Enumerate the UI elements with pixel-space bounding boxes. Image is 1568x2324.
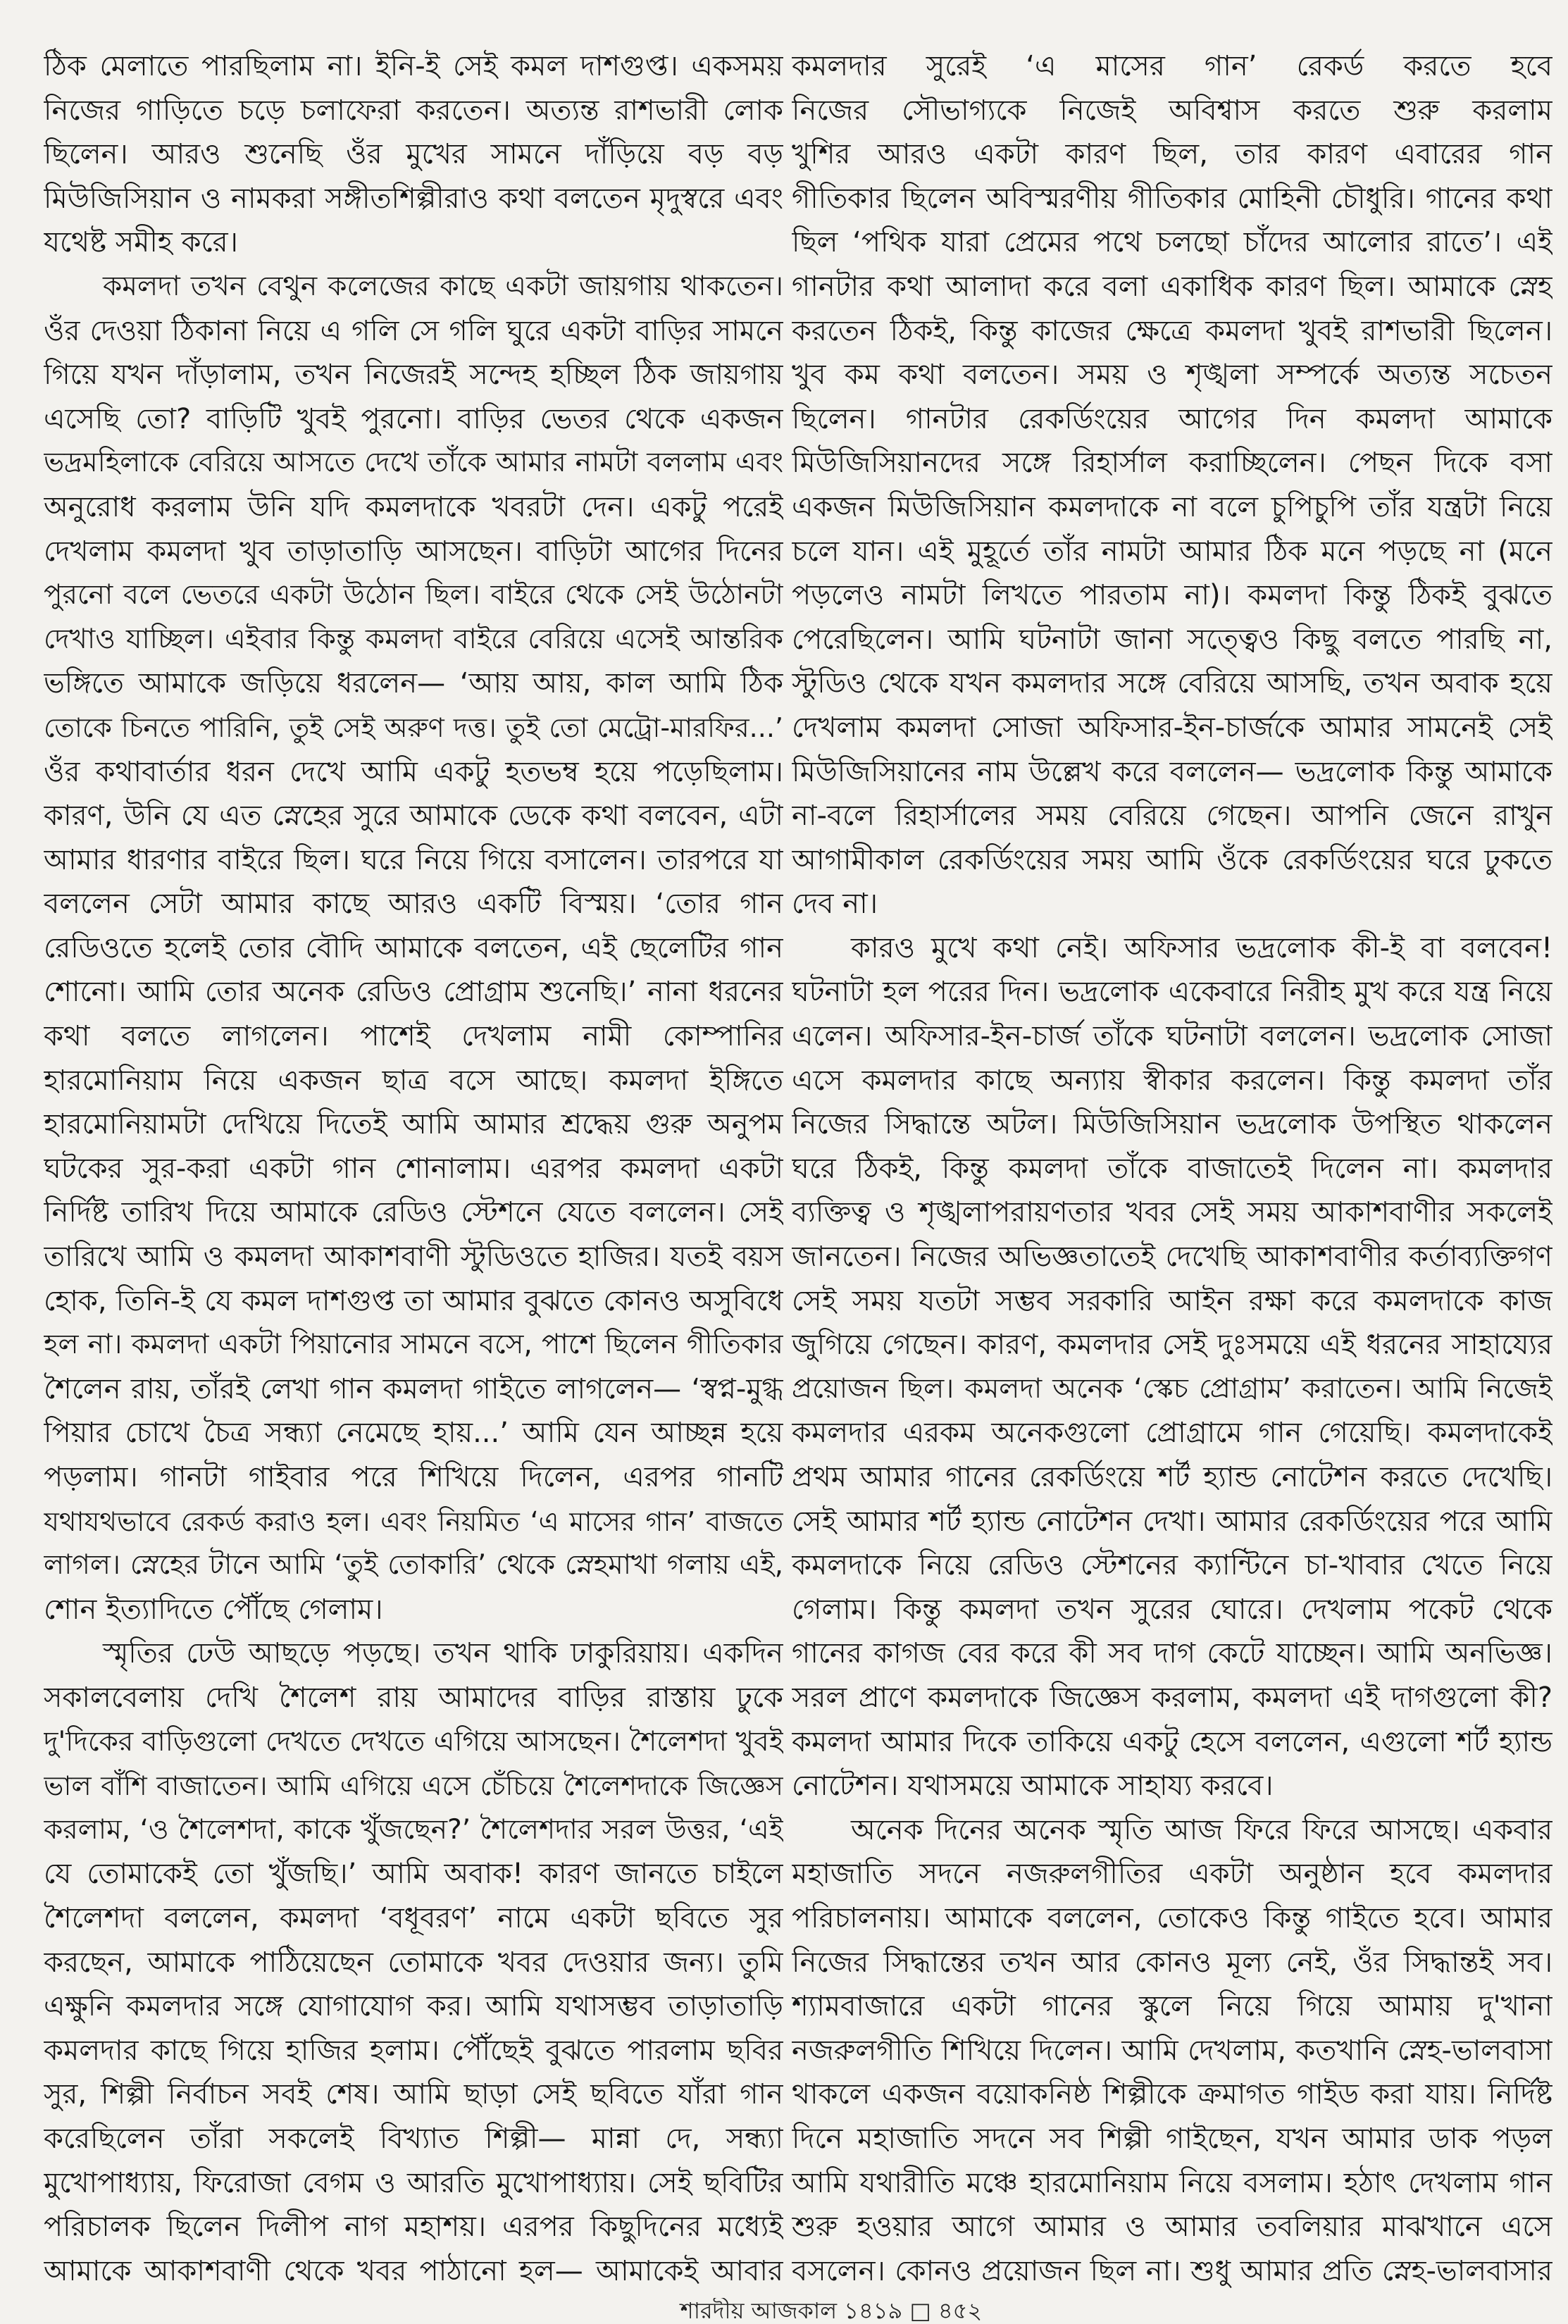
text-line: তারিখে আমি ও কমলদা আকাশবাণী স্টুডিওতে হাজির। যতই বয়স	[44, 1241, 783, 1274]
text-line: দেখলাম কমলদা সোজা অফিসার-ইন-চার্জকে আমার সামনেই সেই	[792, 711, 1553, 744]
text-line: ওঁর কথাবার্তার ধরন দেখে আমি একটু হতভম্ব হয়ে পড়েছিলাম।	[44, 755, 783, 788]
text-line: জুগিয়ে গেছেন। কারণ, কমলদার সেই দুঃসময়ে এই ধরনের সাহায্যের	[792, 1329, 1553, 1362]
paragraph	[792, 1808, 1553, 2294]
text-line: ঘটনাটা হল পরের দিন। ভদ্রলোক একেবারে নিরীহ মুখ করে যন্ত্র নিয়ে	[792, 976, 1553, 1009]
text-line: পেরেছিলেন। আমি ঘটনাটা জানা সত্ত্বেও কিছু বলতে পারছি না,	[792, 623, 1553, 656]
text-line: দেখাও যাচ্ছিল। এইবার কিন্তু কমলদা বাইরে বেরিয়ে এসেই আন্তরিক	[44, 623, 783, 655]
text-line: দেব না।	[792, 888, 878, 921]
text-line: করছেন, আমাকে পাঠিয়েছেন তোমাকে খবর দেওয়ার জন্য। তুমি	[44, 1946, 783, 1979]
text-line: দু'দিকের বাড়িগুলো দেখতে দেখতে এগিয়ে আসছেন। শৈলেশদা খুবই	[44, 1725, 783, 1758]
text-line: ঠিক মেলাতে পারছিলাম না। ইনি-ই সেই কমল দাশগুপ্ত। একসময়	[44, 50, 783, 82]
text-line: রেডিওতে হলেই তোর বৌদি আমাকে বলতেন, এই ছেলেটির গান	[44, 931, 783, 964]
text-line: নিজের সৌভাগ্যকে নিজেই অবিশ্বাস করতে শুরু করলাম	[792, 94, 1553, 127]
text-line: কথা বলতে লাগলেন। পাশেই দেখলাম নামী কোম্পানির	[44, 1020, 783, 1053]
text-line: আমার ধারণার বাইরে ছিল। ঘরে নিয়ে গিয়ে বসালেন। তারপরে যা	[44, 843, 783, 876]
left-column	[44, 44, 783, 2293]
text-line: শুরু হওয়ার আগে আমার ও আমার তবলিয়ার মাঝখানে এসে	[792, 2211, 1553, 2244]
text-line: করতেন ঠিকই, কিন্তু কাজের ক্ষেত্রে কমলদা খুবই রাশভারী ছিলেন।	[792, 314, 1553, 347]
text-line: ছিলেন। আরও শুনেছি ওঁর মুখের সামনে দাঁড়িয়ে বড় বড়	[44, 138, 783, 171]
text-line: সকালবেলায় দেখি শৈলেশ রায় আমাদের বাড়ির রাস্তায় ঢুকে	[44, 1681, 783, 1714]
text-line: থাকলে একজন বয়োকনিষ্ঠ শিল্পীকে ক্রমাগত গাইড করা যায়। নির্দিষ্ট	[792, 2078, 1553, 2111]
text-line: ওঁর দেওয়া ঠিকানা নিয়ে এ গলি সে গলি ঘুরে একটা বাড়ির সামনে	[44, 314, 783, 347]
right-column	[792, 44, 1553, 2293]
text-line: করেছিলেন তাঁরা সকলেই বিখ্যাত শিল্পী— মান্না দে, সন্ধ্যা	[44, 2122, 783, 2155]
text-line: না-বলে রিহার্সালের সময় বেরিয়ে গেছেন। আপনি জেনে রাখুন	[792, 800, 1553, 833]
text-line: নজরুলগীতি শিখিয়ে দিলেন। আমি দেখলাম, কতখানি স্নেহ-ভালবাসা	[792, 2034, 1553, 2067]
text-line: গানটার কথা আলাদা করে বলা একাধিক কারণ ছিল। আমাকে স্নেহ	[792, 270, 1553, 303]
text-line: নির্দিষ্ট তারিখ দিয়ে আমাকে রেডিও স্টেশনে যেতে বললেন। সেই	[44, 1196, 783, 1229]
text-line: সরল প্রাণে কমলদাকে জিজ্ঞেস করলাম, কমলদা এই দাগগুলো কী?	[792, 1681, 1553, 1714]
text-line: খুব কম কথা বলতেন। সময় ও শৃঙ্খলা সম্পর্কে অত্যন্ত সচেতন	[792, 359, 1553, 392]
text-line: শৈলেশদা বললেন, কমলদা ‘বধূবরণ’ নামে একটা ছবিতে সুর	[44, 1901, 783, 1934]
paragraph	[792, 44, 1553, 926]
text-line: শোনো। আমি তোর অনেক রেডিও প্রোগ্রাম শুনেছি।’ নানা ধরনের	[44, 976, 783, 1009]
text-line: প্রথম আমার গানের রেকর্ডিংয়ে শর্ট হ্যান্ড নোটেশন করতে দেখেছি।	[792, 1461, 1553, 1493]
text-line: তোকে চিনতে পারিনি, তুই সেই অরুণ দত্ত। তুই তো মেট্রো-মারফির...’	[44, 712, 783, 743]
text-line: ব্যক্তিত্ব ও শৃঙ্খলাপরায়ণতার খবর সেই সময় আকাশবাণীর সকলেই	[792, 1196, 1553, 1229]
text-line: বসলেন। কোনও প্রয়োজন ছিল না। শুধু আমার প্রতি স্নেহ-ভালবাসার	[792, 2254, 1553, 2287]
text-line: নিজের গাড়িতে চড়ে চলাফেরা করতেন। অত্যন্ত রাশভারী লোক	[44, 94, 783, 127]
text-line: এসে কমলদার কাছে অন্যায় স্বীকার করলেন। কিন্তু কমলদা তাঁর	[792, 1064, 1553, 1097]
text-line: স্টুডিও থেকে যখন কমলদার সঙ্গে বেরিয়ে আসছি, তখন অবাক হয়ে	[792, 667, 1553, 700]
text-line: মিউজিসিয়ান ও নামকরা সঙ্গীতশিল্পীরাও কথা বলতেন মৃদুস্বরে এবং	[44, 182, 783, 215]
text-line: লাগল। স্নেহের টানে আমি ‘তুই তোকারি’ থেকে স্নেহমাখা গলায় এই,	[44, 1549, 783, 1582]
text-line: শৈলেন রায়, তাঁরই লেখা গান কমলদা গাইতে লাগলেন— ‘স্বপ্ন-মুগ্ধ	[44, 1372, 783, 1405]
text-line: প্রয়োজন ছিল। কমলদা অনেক ‘স্কেচ প্রোগ্রাম’ করাতেন। আমি নিজেই	[792, 1372, 1553, 1405]
text-line: এসেছি তো? বাড়িটি খুবই পুরনো। বাড়ির ভেতর থেকে একজন	[44, 402, 783, 435]
text-line: ঘটকের সুর-করা একটা গান শোনালাম। এরপর কমলদা একটা	[44, 1152, 783, 1185]
text-line: এক্ষুনি কমলদার সঙ্গে যোগাযোগ কর। আমি যথাসম্ভব তাড়াতাড়ি	[44, 1990, 783, 2023]
text-line: হারমোনিয়ামটা দেখিয়ে দিতেই আমি আমার শ্রদ্ধেয় গুরু অনুপম	[44, 1108, 783, 1141]
text-line: যে তোমাকেই তো খুঁজছি।’ আমি অবাক! কারণ জানতে চাইলে	[44, 1858, 783, 1891]
paragraph	[44, 1632, 783, 2293]
text-line: যথেষ্ট সমীহ করে।	[44, 226, 238, 259]
text-line: পরিচালক ছিলেন দিলীপ নাগ মহাশয়। এরপর কিছুদিনের মধ্যেই	[44, 2211, 783, 2244]
text-line: একজন মিউজিসিয়ান কমলদাকে না বলে চুপিচুপি তাঁর যন্ত্রটা নিয়ে	[792, 490, 1553, 523]
text-line: পিয়ার চোখে চৈত্র সন্ধ্যা নেমেছে হায়...’ আমি যেন আচ্ছন্ন হয়ে	[44, 1417, 783, 1450]
text-line: আগামীকাল রেকর্ডিংয়ের সময় আমি ওঁকে রেকর্ডিংয়ের ঘরে ঢুকতে	[792, 843, 1553, 876]
text-line: সেই আমার শর্ট হ্যান্ড নোটেশন দেখা। আমার রেকর্ডিংয়ের পরে আমি	[792, 1505, 1553, 1538]
text-line: গেলাম। কিন্তু কমলদা তখন সুরের ঘোরে। দেখলাম পকেট থেকে	[792, 1593, 1553, 1626]
text-line: সেই সময় যতটা সম্ভব সরকারি আইন রক্ষা করে কমলদাকে কাজ	[792, 1284, 1553, 1317]
text-line: গানের কাগজ বের করে কী সব দাগ কেটে যাচ্ছেন। আমি অনভিজ্ঞ।	[792, 1637, 1553, 1670]
text-line: ভাল বাঁশি বাজাতেন। আমি এগিয়ে এসে চেঁচিয়ে শৈলেশদাকে জিজ্ঞেস	[44, 1770, 783, 1802]
text-line: গীতিকার ছিলেন অবিস্মরণীয় গীতিকার মোহিনী চৌধুরি। গানের কথা	[792, 182, 1553, 215]
text-line: চলে যান। এই মুহূর্তে তাঁর নামটা আমার ঠিক মনে পড়ছে না (মনে	[792, 535, 1553, 568]
text-line: গিয়ে যখন দাঁড়ালাম, তখন নিজেরই সন্দেহ হচ্ছিল ঠিক জায়গায়	[44, 359, 783, 392]
page-footer: শারদীয় আজকাল ১৪১৯ □ ৪৫২	[680, 2298, 983, 2323]
text-line: এলেন। অফিসার-ইন-চার্জ তাঁকে ঘটনাটা বললেন। ভদ্রলোক সোজা	[792, 1020, 1553, 1053]
text-line: বললেন সেটা আমার কাছে আরও একটি বিস্ময়। ‘তোর গান	[44, 888, 783, 921]
text-line: পড়লেও নামটা লিখতে পারতাম না)। কমলদা কিন্তু ঠিকই বুঝতে	[792, 579, 1553, 612]
text-line: ছিল ‘পথিক যারা প্রেমের পথে চলছো চাঁদের আলোর রাতে’। এই	[792, 226, 1553, 259]
text-line: পরিচালনায়। আমাকে বললেন, তোকেও কিন্তু গাইতে হবে। আমার	[792, 1901, 1553, 1934]
paragraph	[792, 926, 1553, 1808]
text-line: কারণ, উনি যে এত স্নেহের সুরে আমাকে ডেকে কথা বলবেন, এটা	[44, 800, 783, 833]
text-line: কমলদা আমার দিকে তাকিয়ে একটু হেসে বললেন, এগুলো শর্ট হ্যান্ড	[792, 1725, 1553, 1758]
text-line: কমলদার কাছে গিয়ে হাজির হলাম। পৌঁছেই বুঝতে পারলাম ছবির	[44, 2034, 783, 2067]
text-line: কমলদা তখন বেথুন কলেজের কাছে একটা জায়গায় থাকতেন।	[103, 270, 783, 302]
text-line: হারমোনিয়াম নিয়ে একজন ছাত্র বসে আছে। কমলদা ইঙ্গিতে	[44, 1064, 783, 1097]
text-line: পড়লাম। গানটা গাইবার পরে শিখিয়ে দিলেন, এরপর গানটি	[44, 1461, 783, 1493]
text-line: অনুরোধ করলাম উনি যদি কমলদাকে খবরটা দেন। একটু পরেই	[44, 490, 783, 523]
text-line: করলাম, ‘ও শৈলেশদা, কাকে খুঁজছেন?’ শৈলেশদার সরল উত্তর, ‘এই	[44, 1813, 783, 1846]
text-line: সুর, শিল্পী নির্বাচন সবই শেষ। আমি ছাড়া সেই ছবিতে যাঁরা গান	[44, 2078, 783, 2111]
text-line: শোন ইত্যাদিতে পৌঁছে গেলাম।	[44, 1593, 383, 1626]
text-line: নোটেশন। যথাসময়ে আমাকে সাহায্য করবে।	[792, 1770, 1274, 1803]
text-line: জানতেন। নিজের অভিজ্ঞতাতেই দেখেছি আকাশবাণীর কর্তাব্যক্তিগণ	[792, 1241, 1553, 1274]
text-line: শ্যামবাজারে একটা গানের স্কুলে নিয়ে গিয়ে আমায় দু'খানা	[792, 1990, 1553, 2023]
text-line: নিজের সিদ্ধান্তের তখন আর কোনও মূল্য নেই, ওঁর সিদ্ধান্তই সব।	[792, 1946, 1553, 1979]
text-line: মিউজিসিয়ানের নাম উল্লেখ করে বললেন— ভদ্রলোক কিন্তু আমাকে	[792, 755, 1553, 788]
paragraph	[44, 44, 783, 265]
text-line: মুখোপাধ্যায়, ফিরোজা বেগম ও আরতি মুখোপাধ্যায়। সেই ছবিটির	[44, 2166, 783, 2199]
text-line: নিজের সিদ্ধান্তে অটল। মিউজিসিয়ান ভদ্রলোক উপস্থিত থাকলেন	[792, 1108, 1553, 1141]
text-line: খুশির আরও একটা কারণ ছিল, তার কারণ এবারের গান	[792, 138, 1553, 171]
text-line: পুরনো বলে ভেতরে একটা উঠোন ছিল। বাইরে থেকে সেই উঠোনটা	[44, 579, 783, 611]
text-line: দিনে মহাজাতি সদনে সব শিল্পী গাইছেন, যখন আমার ডাক পড়ল	[792, 2122, 1553, 2155]
text-line: অনেক দিনের অনেক স্মৃতি আজ ফিরে ফিরে আসছে। একবার	[851, 1813, 1553, 1846]
text-line: মহাজাতি সদনে নজরুলগীতির একটা অনুষ্ঠান হবে কমলদার	[792, 1858, 1553, 1891]
text-line: কমলদার সুরেই ‘এ মাসের গান’ রেকর্ড করতে হবে	[792, 50, 1553, 82]
text-line: দেখলাম কমলদা খুব তাড়াতাড়ি আসছেন। বাড়িটা আগের দিনের	[44, 535, 783, 568]
text-line: হল না। কমলদা একটা পিয়ানোর সামনে বসে, পাশে ছিলেন গীতিকার	[44, 1329, 783, 1361]
text-line: আমাকে আকাশবাণী থেকে খবর পাঠানো হল— আমাকেই আবার	[44, 2254, 783, 2287]
text-line: আমি যথারীতি মঞ্চে হারমোনিয়াম নিয়ে বসলাম। হঠাৎ দেখলাম গান	[792, 2166, 1553, 2199]
text-line: স্মৃতির ঢেউ আছড়ে পড়ছে। তখন থাকি ঢাকুরিয়ায়। একদিন	[103, 1637, 783, 1670]
text-line: ভদ্রমহিলাকে বেরিয়ে আসতে দেখে তাঁকে আমার নামটা বললাম এবং	[44, 447, 783, 479]
text-line: কমলদার এরকম অনেকগুলো প্রোগ্রামে গান গেয়েছি। কমলদাকেই	[792, 1417, 1553, 1450]
text-line: ঘরে ঠিকই, কিন্তু কমলদা তাঁকে বাজাতেই দিলেন না। কমলদার	[792, 1152, 1553, 1185]
text-line: মিউজিসিয়ানদের সঙ্গে রিহার্সাল করাচ্ছিলেন। পেছন দিকে বসা	[792, 447, 1553, 480]
text-line: হোক, তিনি-ই যে কমল দাশগুপ্ত তা আমার বুঝতে কোনও অসুবিধে	[44, 1284, 783, 1317]
text-line: ভঙ্গিতে আমাকে জড়িয়ে ধরলেন— ‘আয় আয়, কাল আমি ঠিক	[44, 667, 783, 700]
text-line: কমলদাকে নিয়ে রেডিও স্টেশনের ক্যান্টিনে চা-খাবার খেতে নিয়ে	[792, 1549, 1553, 1582]
paragraph	[44, 265, 783, 1632]
text-line: কারও মুখে কথা নেই। অফিসার ভদ্রলোক কী-ই বা বলবেন!	[851, 931, 1553, 964]
text-line: ছিলেন। গানটার রেকর্ডিংয়ের আগের দিন কমলদা আমাকে	[792, 402, 1553, 435]
text-line: যথাযথভাবে রেকর্ড করাও হল। এবং নিয়মিত ‘এ মাসের গান’ বাজতে	[44, 1505, 783, 1537]
